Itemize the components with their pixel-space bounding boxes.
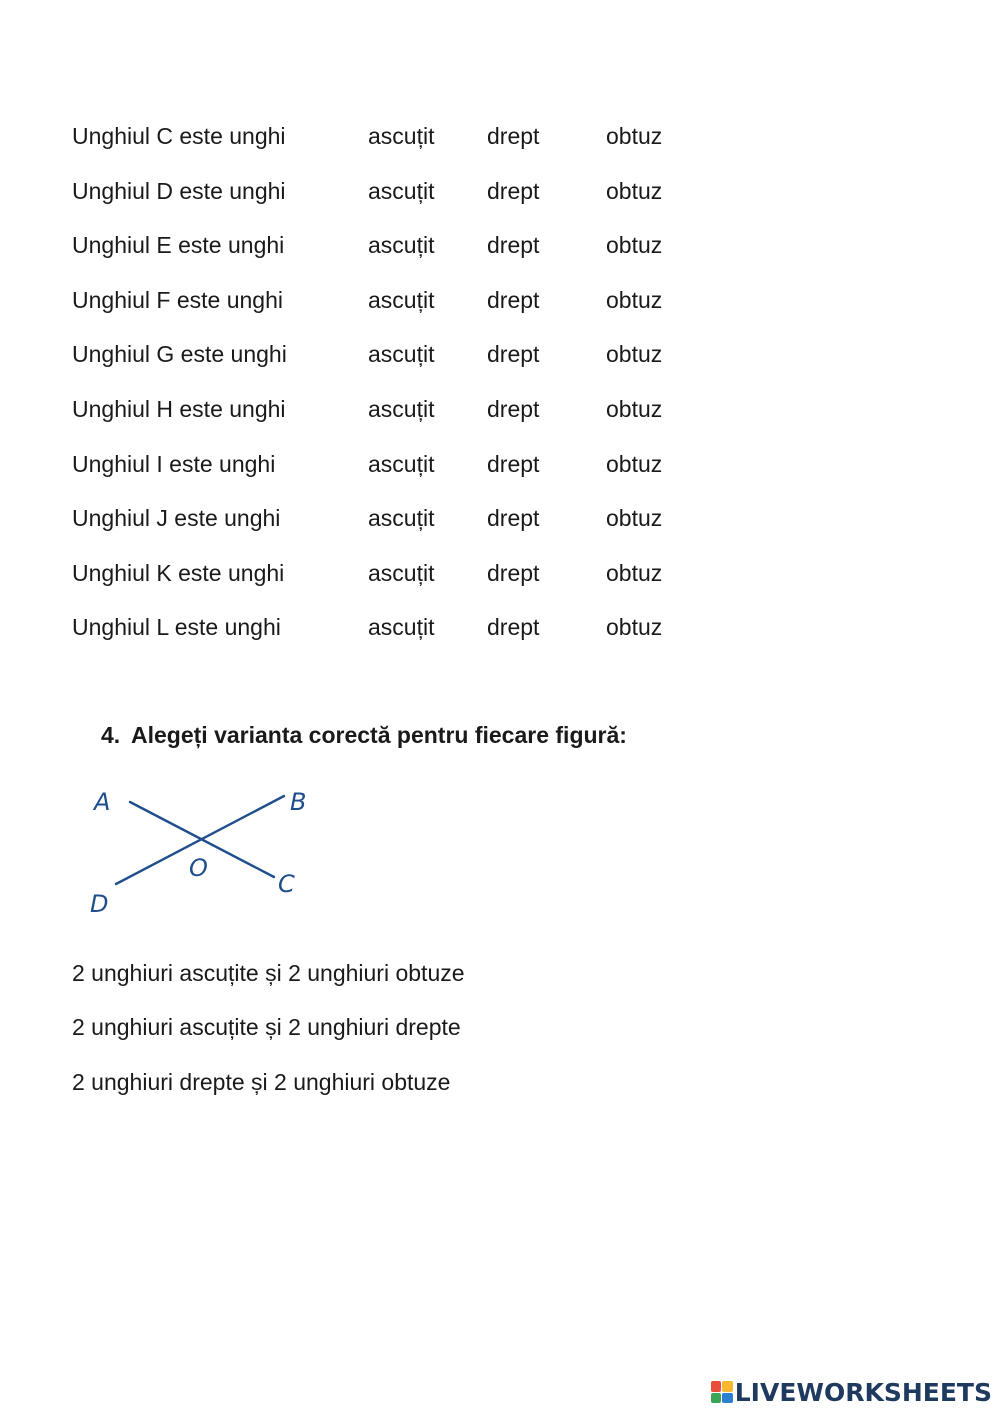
liveworksheets-logo-icon xyxy=(711,1381,733,1403)
option-ascutit[interactable]: ascuțit xyxy=(368,396,435,422)
option-ascutit[interactable]: ascuțit xyxy=(368,341,435,367)
row-label: Unghiul H este unghi xyxy=(72,396,286,422)
option-obtuz[interactable]: obtuz xyxy=(606,451,663,477)
row-label: Unghiul K este unghi xyxy=(72,560,285,586)
option-ascutit[interactable]: ascuțit xyxy=(368,287,435,313)
section-heading xyxy=(101,718,627,752)
row-label: Unghiul I este unghi xyxy=(72,451,276,477)
point-label-c: C xyxy=(278,870,295,898)
section-number: 4. xyxy=(101,722,121,748)
option-ascutit[interactable]: ascuțit xyxy=(368,614,435,640)
option-obtuz[interactable]: obtuz xyxy=(606,560,663,586)
angle-row-d xyxy=(72,175,712,207)
choice-3[interactable]: 2 unghiuri drepte și 2 unghiuri obtuze xyxy=(72,1069,451,1095)
option-drept[interactable]: drept xyxy=(487,341,540,367)
option-drept[interactable]: drept xyxy=(487,560,540,586)
option-drept[interactable]: drept xyxy=(487,396,540,422)
angle-row-k xyxy=(72,557,712,589)
liveworksheets-brand xyxy=(711,1377,992,1407)
row-label: Unghiul D este unghi xyxy=(72,178,286,204)
option-obtuz[interactable]: obtuz xyxy=(606,178,663,204)
option-obtuz[interactable]: obtuz xyxy=(606,614,663,640)
row-label: Unghiul J este unghi xyxy=(72,505,281,531)
row-label: Unghiul C este unghi xyxy=(72,123,286,149)
option-ascutit[interactable]: ascuțit xyxy=(368,178,435,204)
point-label-a: A xyxy=(94,788,111,816)
option-ascutit[interactable]: ascuțit xyxy=(368,123,435,149)
angle-row-e xyxy=(72,229,712,261)
brand-text: LIVEWORKSHEETS xyxy=(734,1377,992,1407)
intersecting-lines-figure xyxy=(84,772,324,922)
option-drept[interactable]: drept xyxy=(487,451,540,477)
option-drept[interactable]: drept xyxy=(487,232,540,258)
option-drept[interactable]: drept xyxy=(487,287,540,313)
option-drept[interactable]: drept xyxy=(487,614,540,640)
option-drept[interactable]: drept xyxy=(487,178,540,204)
option-obtuz[interactable]: obtuz xyxy=(606,232,663,258)
option-obtuz[interactable]: obtuz xyxy=(606,287,663,313)
point-label-b: B xyxy=(290,788,307,816)
option-obtuz[interactable]: obtuz xyxy=(606,505,663,531)
option-ascutit[interactable]: ascuțit xyxy=(368,505,435,531)
option-ascutit[interactable]: ascuțit xyxy=(368,232,435,258)
angle-row-j xyxy=(72,502,712,534)
row-label: Unghiul F este unghi xyxy=(72,287,283,313)
angle-row-c xyxy=(72,120,712,152)
option-obtuz[interactable]: obtuz xyxy=(606,123,663,149)
point-label-d: D xyxy=(90,890,109,918)
section-title-text: Alegeți varianta corectă pentru fiecare figură: xyxy=(131,722,627,748)
angle-row-h xyxy=(72,393,712,425)
option-obtuz[interactable]: obtuz xyxy=(606,396,663,422)
option-drept[interactable]: drept xyxy=(487,123,540,149)
angle-row-l xyxy=(72,611,712,643)
choice-2[interactable]: 2 unghiuri ascuțite și 2 unghiuri drepte xyxy=(72,1014,461,1040)
choice-1[interactable]: 2 unghiuri ascuțite și 2 unghiuri obtuze xyxy=(72,960,465,986)
angle-row-g xyxy=(72,338,712,370)
point-label-o: O xyxy=(189,854,208,882)
option-obtuz[interactable]: obtuz xyxy=(606,341,663,367)
option-ascutit[interactable]: ascuțit xyxy=(368,560,435,586)
option-drept[interactable]: drept xyxy=(487,505,540,531)
angle-row-f xyxy=(72,284,712,316)
row-label: Unghiul L este unghi xyxy=(72,614,281,640)
row-label: Unghiul E este unghi xyxy=(72,232,285,258)
angle-row-i xyxy=(72,448,712,480)
option-ascutit[interactable]: ascuțit xyxy=(368,451,435,477)
row-label: Unghiul G este unghi xyxy=(72,341,287,367)
